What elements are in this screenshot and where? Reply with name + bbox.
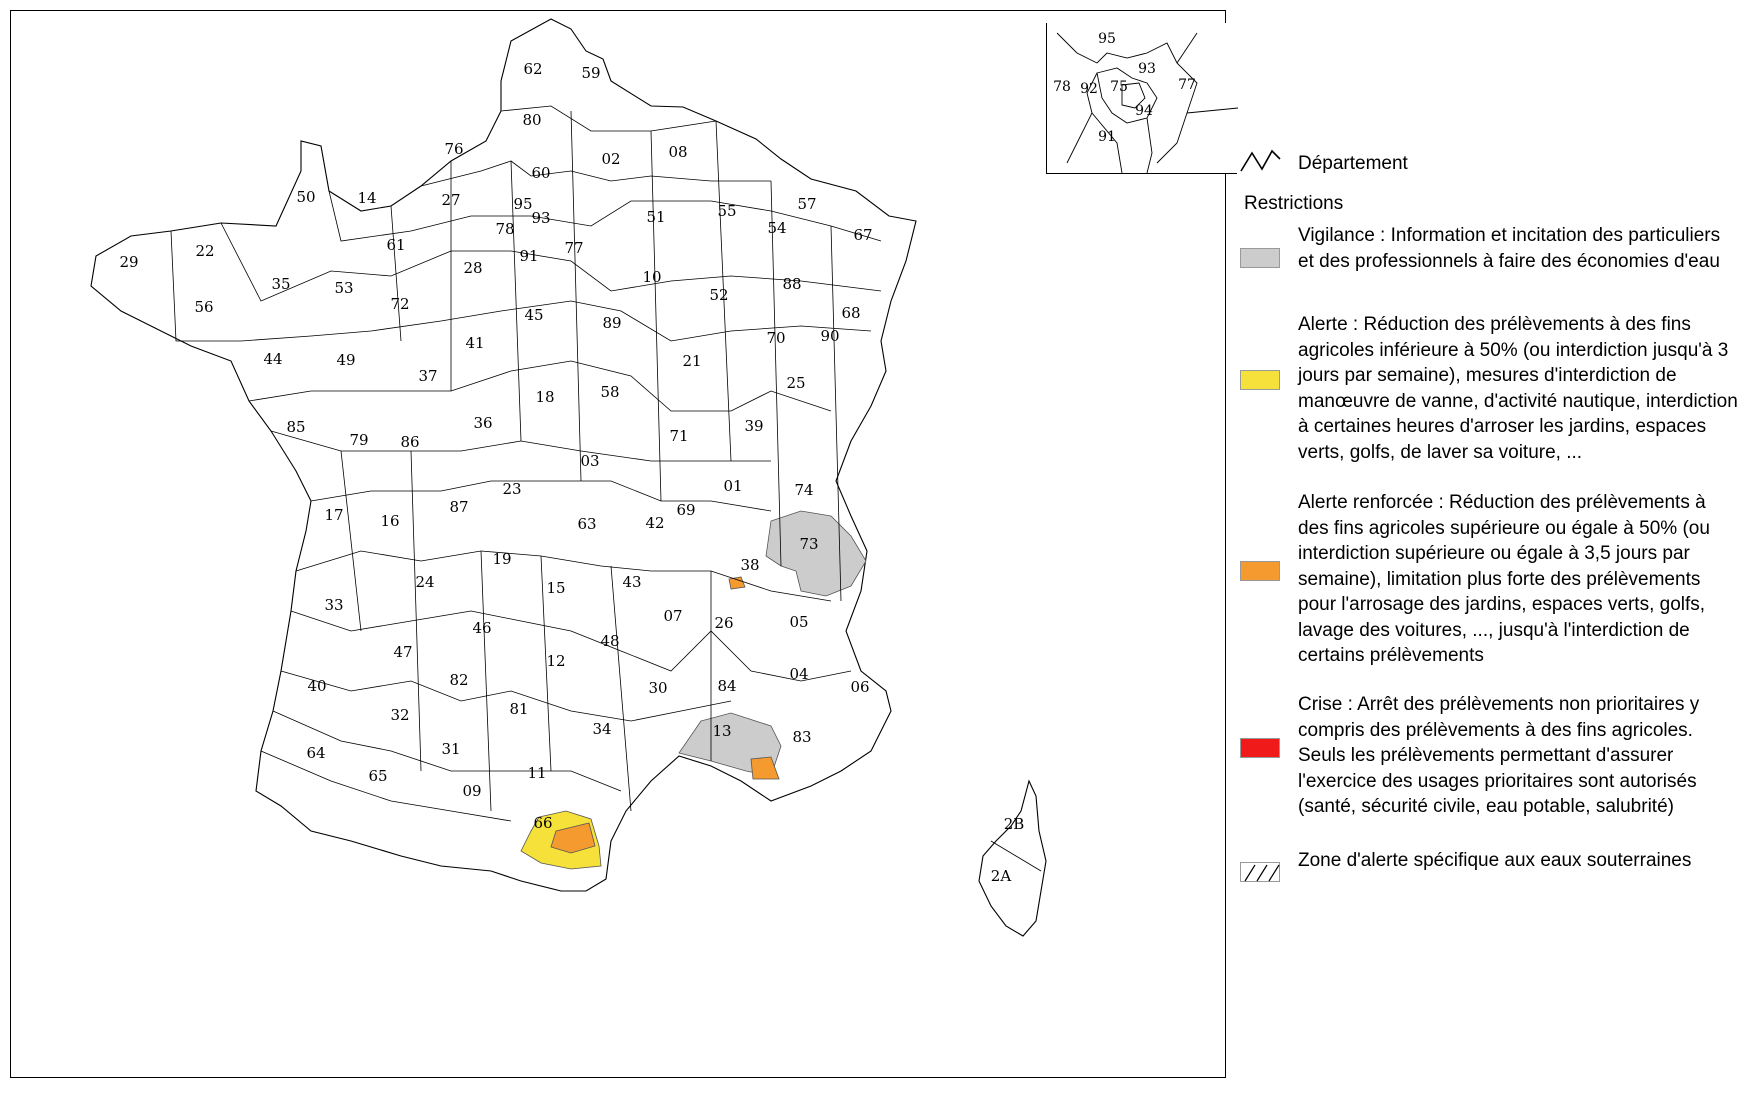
department-label-87: 87 (449, 498, 469, 516)
map-frame (10, 10, 1226, 1078)
department-label-53: 53 (334, 279, 354, 297)
department-label-16: 16 (380, 512, 400, 530)
department-label-83: 83 (792, 728, 812, 746)
department-label-89: 89 (602, 314, 622, 332)
department-label-88: 88 (782, 275, 802, 293)
department-label-09: 09 (462, 782, 482, 800)
swatch-souterraines (1240, 862, 1280, 882)
department-label-22: 22 (195, 242, 215, 260)
legend-item-souterraines: Zone d'alerte spécifique aux eaux souterraines (1298, 850, 1692, 871)
department-label-35: 35 (271, 275, 291, 293)
department-label-04: 04 (789, 665, 809, 683)
inset-department-label-77: 77 (1178, 77, 1196, 93)
department-label-34: 34 (592, 720, 612, 738)
department-label-61: 61 (386, 236, 406, 254)
department-label-05: 05 (789, 613, 809, 631)
department-label-59: 59 (581, 64, 601, 82)
department-label-90: 90 (820, 327, 840, 345)
department-label-80: 80 (522, 111, 542, 129)
paris-inset-map[interactable] (1047, 23, 1238, 174)
corsica-outline (979, 781, 1046, 936)
department-label-46: 46 (472, 619, 492, 637)
department-label-26: 26 (714, 614, 734, 632)
department-label-39: 39 (744, 417, 764, 435)
department-label-15: 15 (546, 579, 566, 597)
department-label-30: 30 (648, 679, 668, 697)
department-label-27: 27 (441, 191, 461, 209)
department-label-51: 51 (646, 208, 666, 226)
department-label-85: 85 (286, 418, 306, 436)
paris-inset (1046, 23, 1237, 174)
department-label-11: 11 (527, 764, 547, 782)
hatch-icon (1241, 863, 1281, 883)
department-label-56: 56 (194, 298, 214, 316)
inset-department-label-93: 93 (1138, 61, 1156, 77)
department-label-21: 21 (682, 352, 702, 370)
department-label-17: 17 (324, 506, 344, 524)
department-label-31: 31 (441, 740, 461, 758)
department-label-2B: 2B (1003, 815, 1025, 833)
department-label-10: 10 (642, 268, 662, 286)
department-label-43: 43 (622, 573, 642, 591)
department-label-81: 81 (509, 700, 529, 718)
department-label-86: 86 (400, 433, 420, 451)
department-label-91: 91 (519, 247, 539, 265)
swatch-alerte (1240, 370, 1280, 390)
france-outline (91, 19, 916, 891)
department-label-49: 49 (336, 351, 356, 369)
department-label-50: 50 (296, 188, 316, 206)
department-label-93: 93 (531, 209, 551, 227)
inset-department-label-94: 94 (1135, 103, 1153, 119)
department-label-70: 70 (766, 329, 786, 347)
department-label-42: 42 (645, 514, 665, 532)
legend-item-alerte: Alerte : Réduction des prélèvements à des fins agricoles inférieure à 50% (ou interdiction jusqu'à 3 jours par semaine), mesures d'interdiction de manœuvre de vanne, d'activité nautique, interdiction à certaines heures d'arroser les jardins, espaces verts, golfs, de laver sa voiture, ... (1298, 314, 1738, 463)
department-label-95: 95 (513, 195, 533, 213)
department-label-06: 06 (850, 678, 870, 696)
department-label-78: 78 (495, 220, 515, 238)
legend-restrictions-heading: Restrictions (1244, 193, 1344, 214)
department-label-62: 62 (523, 60, 543, 78)
department-label-72: 72 (390, 295, 410, 313)
department-label-69: 69 (676, 501, 696, 519)
inset-department-label-92: 92 (1080, 81, 1098, 97)
inset-department-label-75: 75 (1110, 79, 1128, 95)
department-label-48: 48 (600, 632, 620, 650)
department-label-57: 57 (797, 195, 817, 213)
department-label-37: 37 (418, 367, 438, 385)
department-label-25: 25 (786, 374, 806, 392)
legend-item-alerte-renforcee: Alerte renforcée : Réduction des prélèvements à des fins agricoles supérieure ou égale à 50% (ou interdiction supérieure ou égale à 3,5 jours par semaine), limitation plus forte des prélèvements pour l'arrosage des jardins, espaces verts, golfs, lavage des voitures, ..., jusqu'à l'interdiction de certains prélèvements (1298, 492, 1710, 666)
department-label-79: 79 (349, 431, 369, 449)
department-label-65: 65 (368, 767, 388, 785)
department-label-76: 76 (444, 140, 464, 158)
swatch-alerte-renforcee (1240, 561, 1280, 581)
department-label-13: 13 (712, 722, 732, 740)
department-label-40: 40 (307, 677, 327, 695)
department-label-33: 33 (324, 596, 344, 614)
department-label-68: 68 (841, 304, 861, 322)
department-label-08: 08 (668, 143, 688, 161)
department-label-52: 52 (709, 286, 729, 304)
department-label-45: 45 (524, 306, 544, 324)
department-label-60: 60 (531, 164, 551, 182)
department-label-77: 77 (564, 239, 584, 257)
department-label-63: 63 (577, 515, 597, 533)
department-label-18: 18 (535, 388, 555, 406)
department-label-36: 36 (473, 414, 493, 432)
legend-item-vigilance: Vigilance : Information et incitation des particuliers et des professionnels à faire des économies d'eau (1298, 225, 1721, 272)
swatch-crise (1240, 738, 1280, 758)
inset-department-label-78: 78 (1053, 79, 1071, 95)
department-label-07: 07 (663, 607, 683, 625)
department-label-67: 67 (853, 226, 873, 244)
department-label-84: 84 (717, 677, 737, 695)
department-label-2A: 2A (990, 867, 1012, 885)
department-label-73: 73 (799, 535, 819, 553)
inset-department-label-91: 91 (1098, 129, 1116, 145)
department-label-32: 32 (390, 706, 410, 724)
inset-department-label-95: 95 (1098, 31, 1116, 47)
department-label-12: 12 (546, 652, 566, 670)
france-map[interactable] (11, 11, 1227, 1079)
department-label-41: 41 (465, 334, 485, 352)
department-label-47: 47 (393, 643, 413, 661)
department-label-02: 02 (601, 150, 621, 168)
department-label-55: 55 (717, 202, 737, 220)
legend-item-crise: Crise : Arrêt des prélèvements non prioritaires y compris des prélèvements à des fins agricoles. Seuls les prélèvements permettant d'assurer l'exercice des usages prioritaires sont autorisés (santé, sécurité civile, eau potable, salubrité) (1298, 694, 1700, 817)
department-label-74: 74 (794, 481, 814, 499)
department-label-24: 24 (415, 573, 435, 591)
department-label-44: 44 (263, 350, 283, 368)
department-label-14: 14 (357, 189, 377, 207)
department-label-19: 19 (492, 550, 512, 568)
department-label-03: 03 (580, 452, 600, 470)
department-label-54: 54 (767, 219, 787, 237)
legend-departement-label: Département (1298, 153, 1408, 174)
departement-line-icon (1240, 149, 1282, 173)
department-label-66: 66 (533, 814, 553, 832)
department-label-23: 23 (502, 480, 522, 498)
department-label-28: 28 (463, 259, 483, 277)
department-label-01: 01 (723, 477, 743, 495)
department-label-58: 58 (600, 383, 620, 401)
department-label-82: 82 (449, 671, 469, 689)
swatch-vigilance (1240, 248, 1280, 268)
department-label-38: 38 (740, 556, 760, 574)
department-label-29: 29 (119, 253, 139, 271)
department-label-71: 71 (669, 427, 689, 445)
department-label-64: 64 (306, 744, 326, 762)
